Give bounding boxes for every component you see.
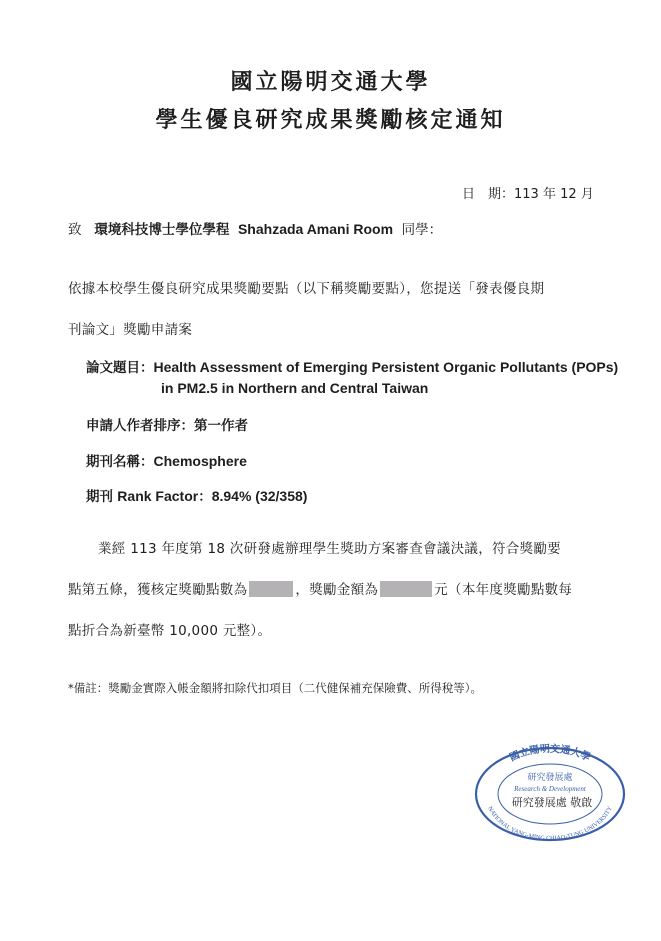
rank-label-prefix: 期刊	[86, 489, 113, 505]
recipient-program: 環境科技博士學位學程	[94, 222, 230, 238]
recipient-line	[68, 218, 628, 238]
decision-line2-c: 元（本年度獎勵點數每	[434, 582, 573, 598]
decision-line2-b: ，獎勵金額為	[295, 582, 379, 598]
intro-line1: 依據本校學生優良研究成果獎勵要點（以下稱獎勵要點），您提送「發表優良期	[68, 281, 545, 297]
redacted-points	[249, 581, 293, 597]
decision-line1: 業經 113 年度第 18 次研發處辦理學生獎助方案審查會議決議，符合獎勵要	[98, 541, 562, 557]
document-title-line2: 學生優良研究成果獎勵核定通知	[155, 108, 506, 133]
journal-field	[86, 450, 247, 470]
decision-line2-a: 點第五條，獲核定獎勵點數為	[68, 582, 248, 598]
rank-factor-field	[86, 485, 307, 505]
journal-value: Chemosphere	[153, 453, 247, 469]
document-title-line1: 國立陽明交通大學	[230, 70, 431, 95]
author-order-field	[86, 414, 248, 434]
recipient-suffix: 同學：	[401, 222, 443, 238]
official-seal	[470, 742, 630, 842]
paper-title-line2: in PM2.5 in Northern and Central Taiwan	[161, 380, 429, 396]
date-line	[462, 183, 622, 202]
decision-line3: 點折合為新臺幣 10,000 元整）。	[68, 623, 272, 639]
date-label: 日 期：	[462, 187, 515, 202]
recipient-prefix: 致	[68, 222, 82, 238]
paper-title-field	[86, 356, 618, 376]
decision-line2	[68, 578, 616, 598]
seal-signature: 研究發展處 敬啟	[511, 796, 593, 809]
seal-center-line1: 研究發展處	[527, 773, 573, 783]
seal-center-line2: Research & Development	[514, 785, 586, 793]
intro-line2: 刊論文」獎勵申請案	[68, 322, 193, 338]
seal-arc-top: 國立陽明交通大學	[508, 743, 592, 764]
footnote: *備註：獎勵金實際入帳金額將扣除代扣項目（二代健保補充保險費、所得稅等）。	[68, 681, 482, 695]
author-order-label: 申請人作者排序：	[86, 418, 194, 434]
author-order-value: 第一作者	[194, 418, 248, 434]
paper-title-label: 論文題目：	[86, 360, 154, 376]
rank-label-main: Rank Factor	[117, 488, 199, 504]
recipient-name: Shahzada Amani Room	[237, 221, 394, 237]
redacted-amount	[380, 581, 432, 597]
journal-label: 期刊名稱：	[86, 454, 154, 470]
paper-title-continued	[161, 380, 428, 397]
rank-value: 8.94% (32/358)	[211, 488, 308, 504]
paper-title-line1: Health Assessment of Emerging Persistent Organic Pollutants (POPs)	[153, 359, 619, 375]
seal-arc-bottom: NATIONAL YANG-MING CHIAO-TUNG UNIVERSITY	[486, 805, 614, 842]
date-value: 113 年 12 月	[514, 187, 594, 202]
rank-label-colon: ：	[198, 489, 212, 505]
